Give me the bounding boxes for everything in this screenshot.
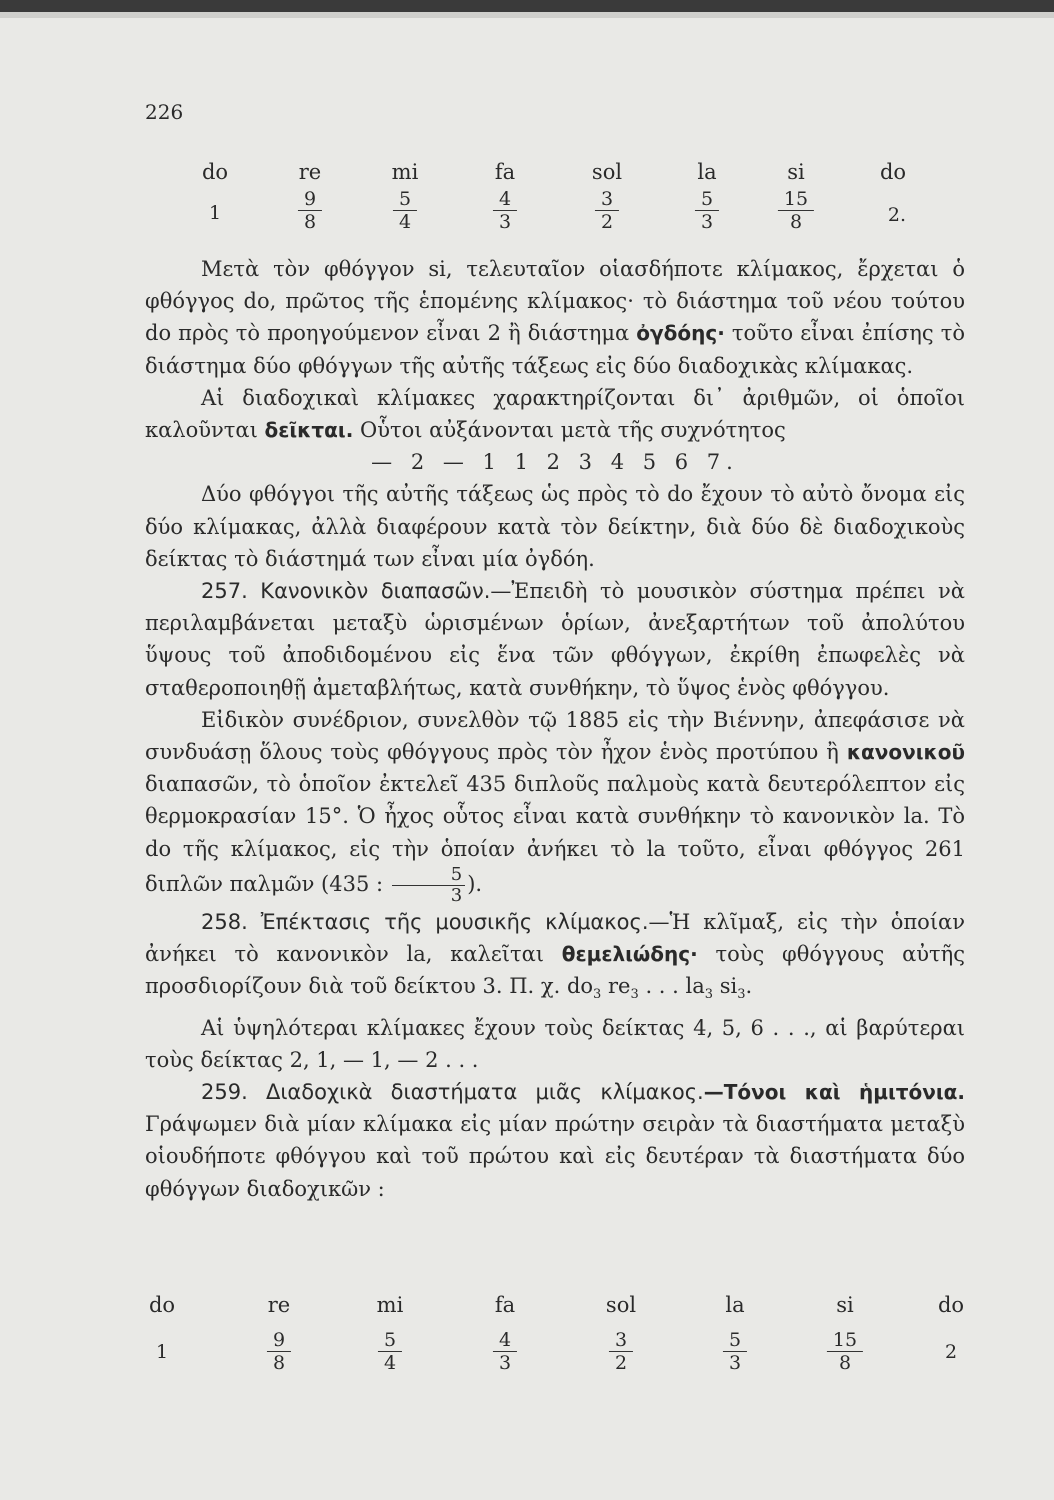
section-258: 258. Ἐπέκτασις τῆς μουσικῆς κλίμακος.—Ἡ κλῖμαξ, εἰς τὴν ὁποίαν ἀνήκει τὸ κανονικὸν la, καλεῖται θεμελιώδης· τοὺς φθόγγους αὐτῆς προσδιορίζουν διὰ τοῦ δείκτου 3. Π. χ. $do_3$ $re_3$ . . . $la_3$ $si_3$. xyxy=(145,909,965,1003)
section-heading: 259. Διαδοχικὰ διαστήματα μιᾶς κλίμακος. xyxy=(201,1080,704,1105)
note-name: sol xyxy=(605,1293,637,1317)
paragraph: Εἰδικὸν συνέδριον, συνελθὸν τῷ 1885 εἰς τὴν Βιέννην, ἀπεφάσισε νὰ συνδυάσῃ ὅλους τοὺς φθόγγους πρὸς τὸν ἦχον ἑνὸς προτύπου ἢ κανονικοῦ διαπασῶν, τὸ ὁποῖον ἐκτελεῖ 435 διπλοῦς παλμοὺς κατὰ δευτερόλεπτον εἰς θερμοκρασίαν 15°. Ὁ ἦχος οὗτος εἶναι κατὰ συνθήκην τὸ κανονικὸν la. Τὸ do τῆς κλίμακος, εἰς τὴν ὁποίαν ἀνήκει τὸ la τοῦτο, εἶναι φθόγγος 261 διπλῶν παλμῶν (435 : $\frac{5}{3}$ ). xyxy=(145,707,965,906)
section-257: 257. Κανονικὸν διαπασῶν.—Ἐπειδὴ τὸ μουσικὸν σύστημα πρέπει νὰ περιλαμβάνεται μεταξὺ ὡρισμένων ὁρίων, ἀνεξαρτήτων τοῦ ἀπολύτου ὕψους τοῦ ἀποδιδομένου εἰς ἕνα τῶν φθόγγων, ἐκρίθη ἐπωφελὲς νὰ σταθεροποιηθῇ ἀμεταβλήτως, κατὰ συνθήκην, τὸ ὕψος ἑνὸς φθόγγου. xyxy=(145,579,965,700)
ratio-last: 2 xyxy=(944,1341,958,1363)
note-name: mi xyxy=(391,160,419,184)
ratio-fraction: $\frac{4}{3}$ xyxy=(493,1329,517,1374)
bold-term: κανονικοῦ xyxy=(846,740,965,765)
note-name: do xyxy=(201,160,229,184)
section-259: 259. Διαδοχικὰ διαστήματα μιᾶς κλίμακος.—Τόνοι καὶ ἡμιτόνια. Γράψωμεν διὰ μίαν κλίμακα εἰς μίαν πρώτην σειρὰν τὰ διαστήματα μεταξὺ οἱουδήποτε φθόγγου καὶ τοῦ πρώτου καὶ εἰς δευτέραν τὰ διαστήματα δύο φθόγγων διαδοχικῶν : xyxy=(145,1080,965,1201)
paragraph: Μετὰ τὸν φθόγγον si, τελευταῖον οἱασδήποτε κλίμακος, ἔρχεται ὁ φθόγγος do, πρῶτος τῆς ἑπομένης κλίμακος· τὸ διάστημα τοῦ νέου τούτου do πρὸς τὸ προηγούμενον εἶναι 2 ἢ διάστημα ὀγδόης· τοῦτο εἶναι ἐπίσης τὸ διάστημα δύο φθόγγων τῆς αὐτῆς τάξεως εἰς δύο διαδοχικὰς κλίμακας. xyxy=(145,257,965,378)
note-name: do xyxy=(148,1293,176,1317)
note-name: re xyxy=(298,160,322,184)
ratio-fraction: $\frac{3}{2}$ xyxy=(595,188,619,233)
note-name: do xyxy=(937,1293,965,1317)
indices-line: — 2 — 1 1 2 3 4 5 6 7. xyxy=(371,450,739,475)
section-heading: 258. Ἐπέκτασις τῆς μουσικῆς κλίμακος. xyxy=(201,909,649,934)
bold-term: θεμελιώδης· xyxy=(561,942,698,967)
ratio-fraction: $\frac{3}{2}$ xyxy=(609,1329,633,1374)
note-name: mi xyxy=(376,1293,404,1317)
inline-fraction: $\frac{5}{3}$ xyxy=(392,865,465,906)
ratio-fraction: $\frac{15}{8}$ xyxy=(827,1329,863,1374)
note-name: re xyxy=(267,1293,291,1317)
section-heading: 257. Κανονικὸν διαπασῶν. xyxy=(201,579,491,604)
note-name: sol xyxy=(591,160,623,184)
ratio-fraction: $\frac{5}{3}$ xyxy=(695,188,719,233)
paragraph: Αἱ διαδοχικαὶ κλίμακες χαρακτηρίζονται δι᾽ ἀριθμῶν, οἱ ὁποῖοι καλοῦνται δεῖκται. Οὗτοι αὐξάνονται μετὰ τῆς συχνότητος xyxy=(145,385,965,443)
bold-term: —Τόνοι καὶ ἡμιτόνια. xyxy=(703,1080,965,1105)
scan-top-edge xyxy=(0,0,1054,12)
ratio-fraction: $\frac{5}{4}$ xyxy=(378,1329,402,1374)
page-number: 226 xyxy=(145,100,184,124)
note-name: la xyxy=(725,1293,745,1317)
ratio-fraction: $\frac{4}{3}$ xyxy=(493,188,517,233)
note-name: la xyxy=(697,160,717,184)
note-name: fa xyxy=(494,1293,516,1317)
note-name: si xyxy=(836,1293,854,1317)
ratio-fraction: $\frac{9}{8}$ xyxy=(298,188,322,233)
ratio-fraction: $\frac{5}{3}$ xyxy=(723,1329,747,1374)
note-name: do xyxy=(879,160,907,184)
ratio-fraction: $\frac{9}{8}$ xyxy=(267,1329,291,1374)
ratio-first: 1 xyxy=(155,1341,169,1363)
ratio-last: 2. xyxy=(887,204,907,226)
ratio-fraction: $\frac{5}{4}$ xyxy=(393,188,417,233)
text-block xyxy=(145,253,965,1205)
scan-top-shadow xyxy=(0,12,1054,18)
note-name: si xyxy=(787,160,805,184)
bold-term: δεῖκται. xyxy=(264,418,354,443)
bold-term: ὀγδόης· xyxy=(636,321,725,346)
paragraph: Δύο φθόγγοι τῆς αὐτῆς τάξεως ὡς πρὸς τὸ do ἔχουν τὸ αὐτὸ ὄνομα εἰς δύο κλίμακας, ἀλλὰ διαφέρουν κατὰ τὸν δείκτην, διὰ δύο δὲ διαδοχικοὺς δείκτας τὸ διάστημά των εἶναι μία ὀγδόη. xyxy=(145,482,965,571)
note-name: fa xyxy=(494,160,516,184)
ratio-first: 1 xyxy=(208,202,222,224)
paragraph: Αἱ ὑψηλότεραι κλίμακες ἔχουν τοὺς δείκτας 4, 5, 6 . . ., αἱ βαρύτεραι τοὺς δείκτας 2, 1, — 1, — 2 . . . xyxy=(145,1015,965,1072)
ratio-fraction: $\frac{15}{8}$ xyxy=(778,188,814,233)
